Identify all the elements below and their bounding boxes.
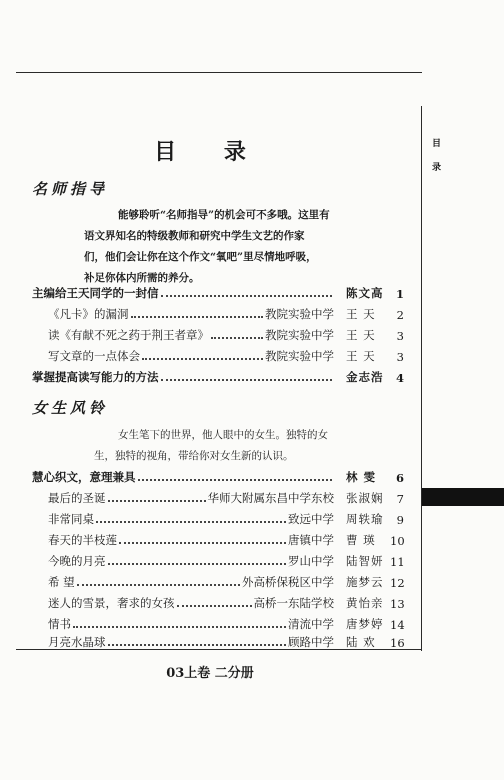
entry-school: 教院实验中学 — [265, 307, 334, 321]
entry-author: 王 天 — [346, 307, 376, 321]
entry-page: 16 — [390, 636, 405, 650]
toc-entry[interactable] — [48, 528, 404, 548]
entry-school: 教院实验中学 — [265, 349, 334, 363]
entry-author: 施梦云 — [346, 575, 384, 589]
dot-leader — [161, 294, 333, 297]
page-footer: 03上卷 二分册 — [166, 666, 254, 681]
dot-leader — [96, 520, 286, 523]
dot-leader — [161, 378, 333, 381]
entry-page: 13 — [390, 597, 405, 611]
toc-entry[interactable] — [32, 281, 404, 301]
entry-school: 顾路中学 — [288, 635, 334, 649]
side-tab-char-1: 目 — [432, 139, 442, 149]
chapter-tab-marker — [422, 488, 504, 506]
toc-entry[interactable] — [32, 465, 404, 485]
entry-page: 2 — [396, 308, 404, 322]
toc-entry[interactable] — [48, 323, 404, 343]
entry-title: 今晚的月亮 — [48, 554, 106, 568]
entry-title: 非常同桌 — [48, 512, 94, 526]
entry-author: 林 雯 — [346, 470, 377, 484]
toc-entry[interactable] — [48, 344, 404, 364]
entry-title: 读《有献不死之药于荆王者章》 — [48, 328, 209, 342]
entry-author: 唐梦婷 — [346, 617, 384, 631]
entry-author: 陆 欢 — [346, 635, 376, 649]
entry-school: 华师大附属东昌中学东校 — [207, 491, 334, 505]
entry-page: 7 — [396, 492, 404, 506]
entry-author: 金志浩 — [346, 370, 384, 384]
entry-title: 迷人的雪景，奢求的女孩 — [48, 596, 175, 610]
entry-title: 写文章的一点体会 — [48, 349, 140, 363]
entry-author: 王 天 — [346, 328, 376, 342]
toc-entry[interactable] — [48, 549, 404, 569]
entry-title: 春天的半枝莲 — [48, 533, 117, 547]
toc-entry[interactable] — [48, 302, 404, 322]
intro-line: 女生笔下的世界，他人眼中的女生。独特的女 — [118, 429, 328, 441]
entry-author: 周轶瑜 — [346, 512, 384, 526]
entry-school: 教院实验中学 — [265, 328, 334, 342]
top-rule — [16, 72, 422, 73]
side-rule — [421, 106, 422, 651]
section-intro-mingshi — [84, 205, 330, 289]
toc-entry[interactable] — [48, 612, 404, 632]
entry-page: 12 — [390, 576, 405, 590]
entry-author: 黄怡亲 — [346, 596, 384, 610]
toc-entry[interactable] — [48, 630, 404, 650]
entry-page: 1 — [395, 287, 404, 301]
entry-school: 清流中学 — [288, 617, 334, 631]
entry-page: 14 — [390, 618, 405, 632]
dot-leader — [77, 583, 240, 586]
dot-leader — [142, 357, 263, 360]
toc-entry[interactable] — [48, 486, 404, 506]
entry-school: 罗山中学 — [288, 554, 334, 568]
entry-page: 3 — [396, 350, 404, 364]
section-heading-mingshi: 名师指导 — [32, 180, 109, 198]
intro-line: 能够聆听“名师指导”的机会可不多哦。这里有 — [118, 209, 330, 221]
entry-page: 10 — [390, 534, 405, 548]
dot-leader — [131, 315, 264, 318]
entry-page: 6 — [395, 471, 404, 485]
dot-leader — [138, 478, 333, 481]
side-tab-char-2: 录 — [432, 163, 442, 173]
entry-title: 《凡卡》的漏洞 — [48, 307, 129, 321]
dot-leader — [119, 541, 286, 544]
entry-author: 陈文高 — [346, 286, 384, 300]
entry-title: 最后的圣诞 — [48, 491, 106, 505]
dot-leader — [73, 625, 286, 628]
entry-school: 高桥一东陆学校 — [253, 596, 334, 610]
entry-school: 致远中学 — [288, 512, 334, 526]
entry-author: 张淑娴 — [346, 491, 384, 505]
dot-leader — [211, 336, 263, 339]
entry-page: 3 — [396, 329, 404, 343]
intro-line: 生，独特的视角，带给你对女生新的认识。 — [94, 450, 294, 462]
dot-leader — [108, 499, 206, 502]
entry-title: 主编给王天同学的一封信 — [32, 286, 159, 300]
dot-leader — [177, 604, 252, 607]
entry-page: 9 — [396, 513, 404, 527]
section-intro-nvsheng — [94, 425, 328, 467]
entry-page: 4 — [395, 371, 404, 385]
page-title: 目 录 — [154, 139, 266, 165]
entry-title: 情书 — [48, 617, 71, 631]
entry-author: 王 天 — [346, 349, 376, 363]
entry-school: 外高桥保税区中学 — [242, 575, 334, 589]
entry-page: 11 — [390, 555, 405, 569]
toc-entry[interactable] — [32, 365, 404, 385]
entry-title: 月亮水晶球 — [48, 635, 106, 649]
entry-school: 唐镇中学 — [288, 533, 334, 547]
dot-leader — [108, 562, 287, 565]
entry-title: 掌握提高读写能力的方法 — [32, 370, 159, 384]
intro-line: 补足你体内所需的养分。 — [84, 272, 200, 284]
toc-entry[interactable] — [48, 570, 404, 590]
entry-author: 陆智妍 — [346, 554, 384, 568]
entry-author: 曹 瑛 — [346, 533, 376, 547]
intro-line: 们，他们会让你在这个作文“氧吧”里尽情地呼吸， — [84, 251, 317, 263]
section-heading-nvsheng: 女生风铃 — [32, 399, 109, 417]
dot-leader — [108, 643, 287, 646]
entry-title: 希 望 — [48, 575, 75, 589]
entry-title: 慧心织文，意理兼具 — [32, 470, 136, 484]
toc-entry[interactable] — [48, 507, 404, 527]
intro-line: 语文界知名的特级教师和研究中学生文艺的作家 — [84, 230, 305, 242]
toc-entry[interactable] — [48, 591, 404, 611]
